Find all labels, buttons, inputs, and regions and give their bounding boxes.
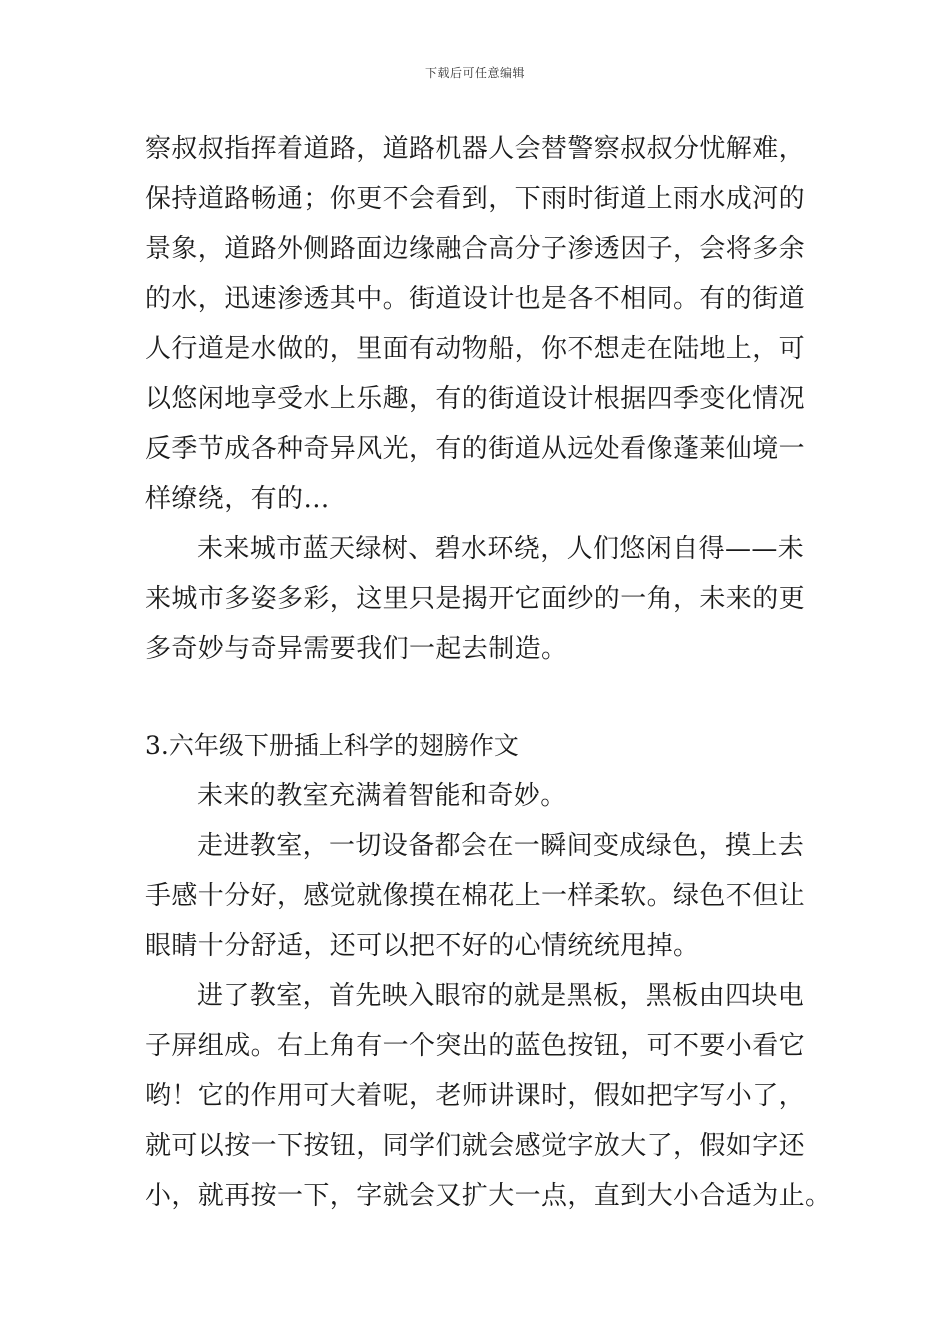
- text-line: 景象，道路外侧路面边缘融合高分子渗透因子，会将多余: [145, 234, 806, 264]
- text-line: 未来城市蓝天绿树、碧水环绕，人们悠闲自得——未: [197, 534, 805, 564]
- text-line: 子屏组成。右上角有一个突出的蓝色按钮，可不要小看它: [145, 1031, 806, 1061]
- text-line: 进了教室，首先映入眼帘的就是黑板，黑板由四块电: [197, 981, 805, 1011]
- section-heading: 3.六年级下册插上科学的翅膀作文: [145, 731, 519, 760]
- text-line: 以悠闲地享受水上乐趣，有的街道设计根据四季变化情况: [145, 384, 806, 414]
- text-line: 就可以按一下按钮，同学们就会感觉字放大了，假如字还: [145, 1131, 806, 1161]
- text-line: 走进教室，一切设备都会在一瞬间变成绿色，摸上去: [197, 831, 805, 861]
- text-line: 样缭绕，有的…: [145, 484, 330, 514]
- text-line: 小，就再按一下，字就会又扩大一点，直到大小合适为止。: [145, 1181, 832, 1211]
- text-line: 保持道路畅通；你更不会看到，下雨时街道上雨水成河的: [145, 184, 806, 214]
- text-line: 反季节成各种奇异风光，有的街道从远处看像蓬莱仙境一: [145, 434, 806, 464]
- page-header-note: 下载后可任意编辑: [424, 66, 525, 80]
- text-line: 的水，迅速渗透其中。街道设计也是各不相同。有的街道: [145, 284, 806, 314]
- text-line: 来城市多姿多彩，这里只是揭开它面纱的一角，未来的更: [145, 584, 806, 614]
- text-line: 手感十分好，感觉就像摸在棉花上一样柔软。绿色不但让: [145, 881, 806, 911]
- text-line: 人行道是水做的，里面有动物船，你不想走在陆地上，可: [145, 334, 806, 364]
- text-line: 未来的教室充满着智能和奇妙。: [197, 781, 567, 811]
- text-line: 哟！它的作用可大着呢，老师讲课时，假如把字写小了，: [145, 1081, 806, 1111]
- text-line: 眼睛十分舒适，还可以把不好的心情统统甩掉。: [145, 931, 700, 961]
- text-line: 多奇妙与奇异需要我们一起去制造。: [145, 634, 568, 664]
- text-line: 察叔叔指挥着道路，道路机器人会替警察叔叔分忧解难，: [145, 134, 806, 164]
